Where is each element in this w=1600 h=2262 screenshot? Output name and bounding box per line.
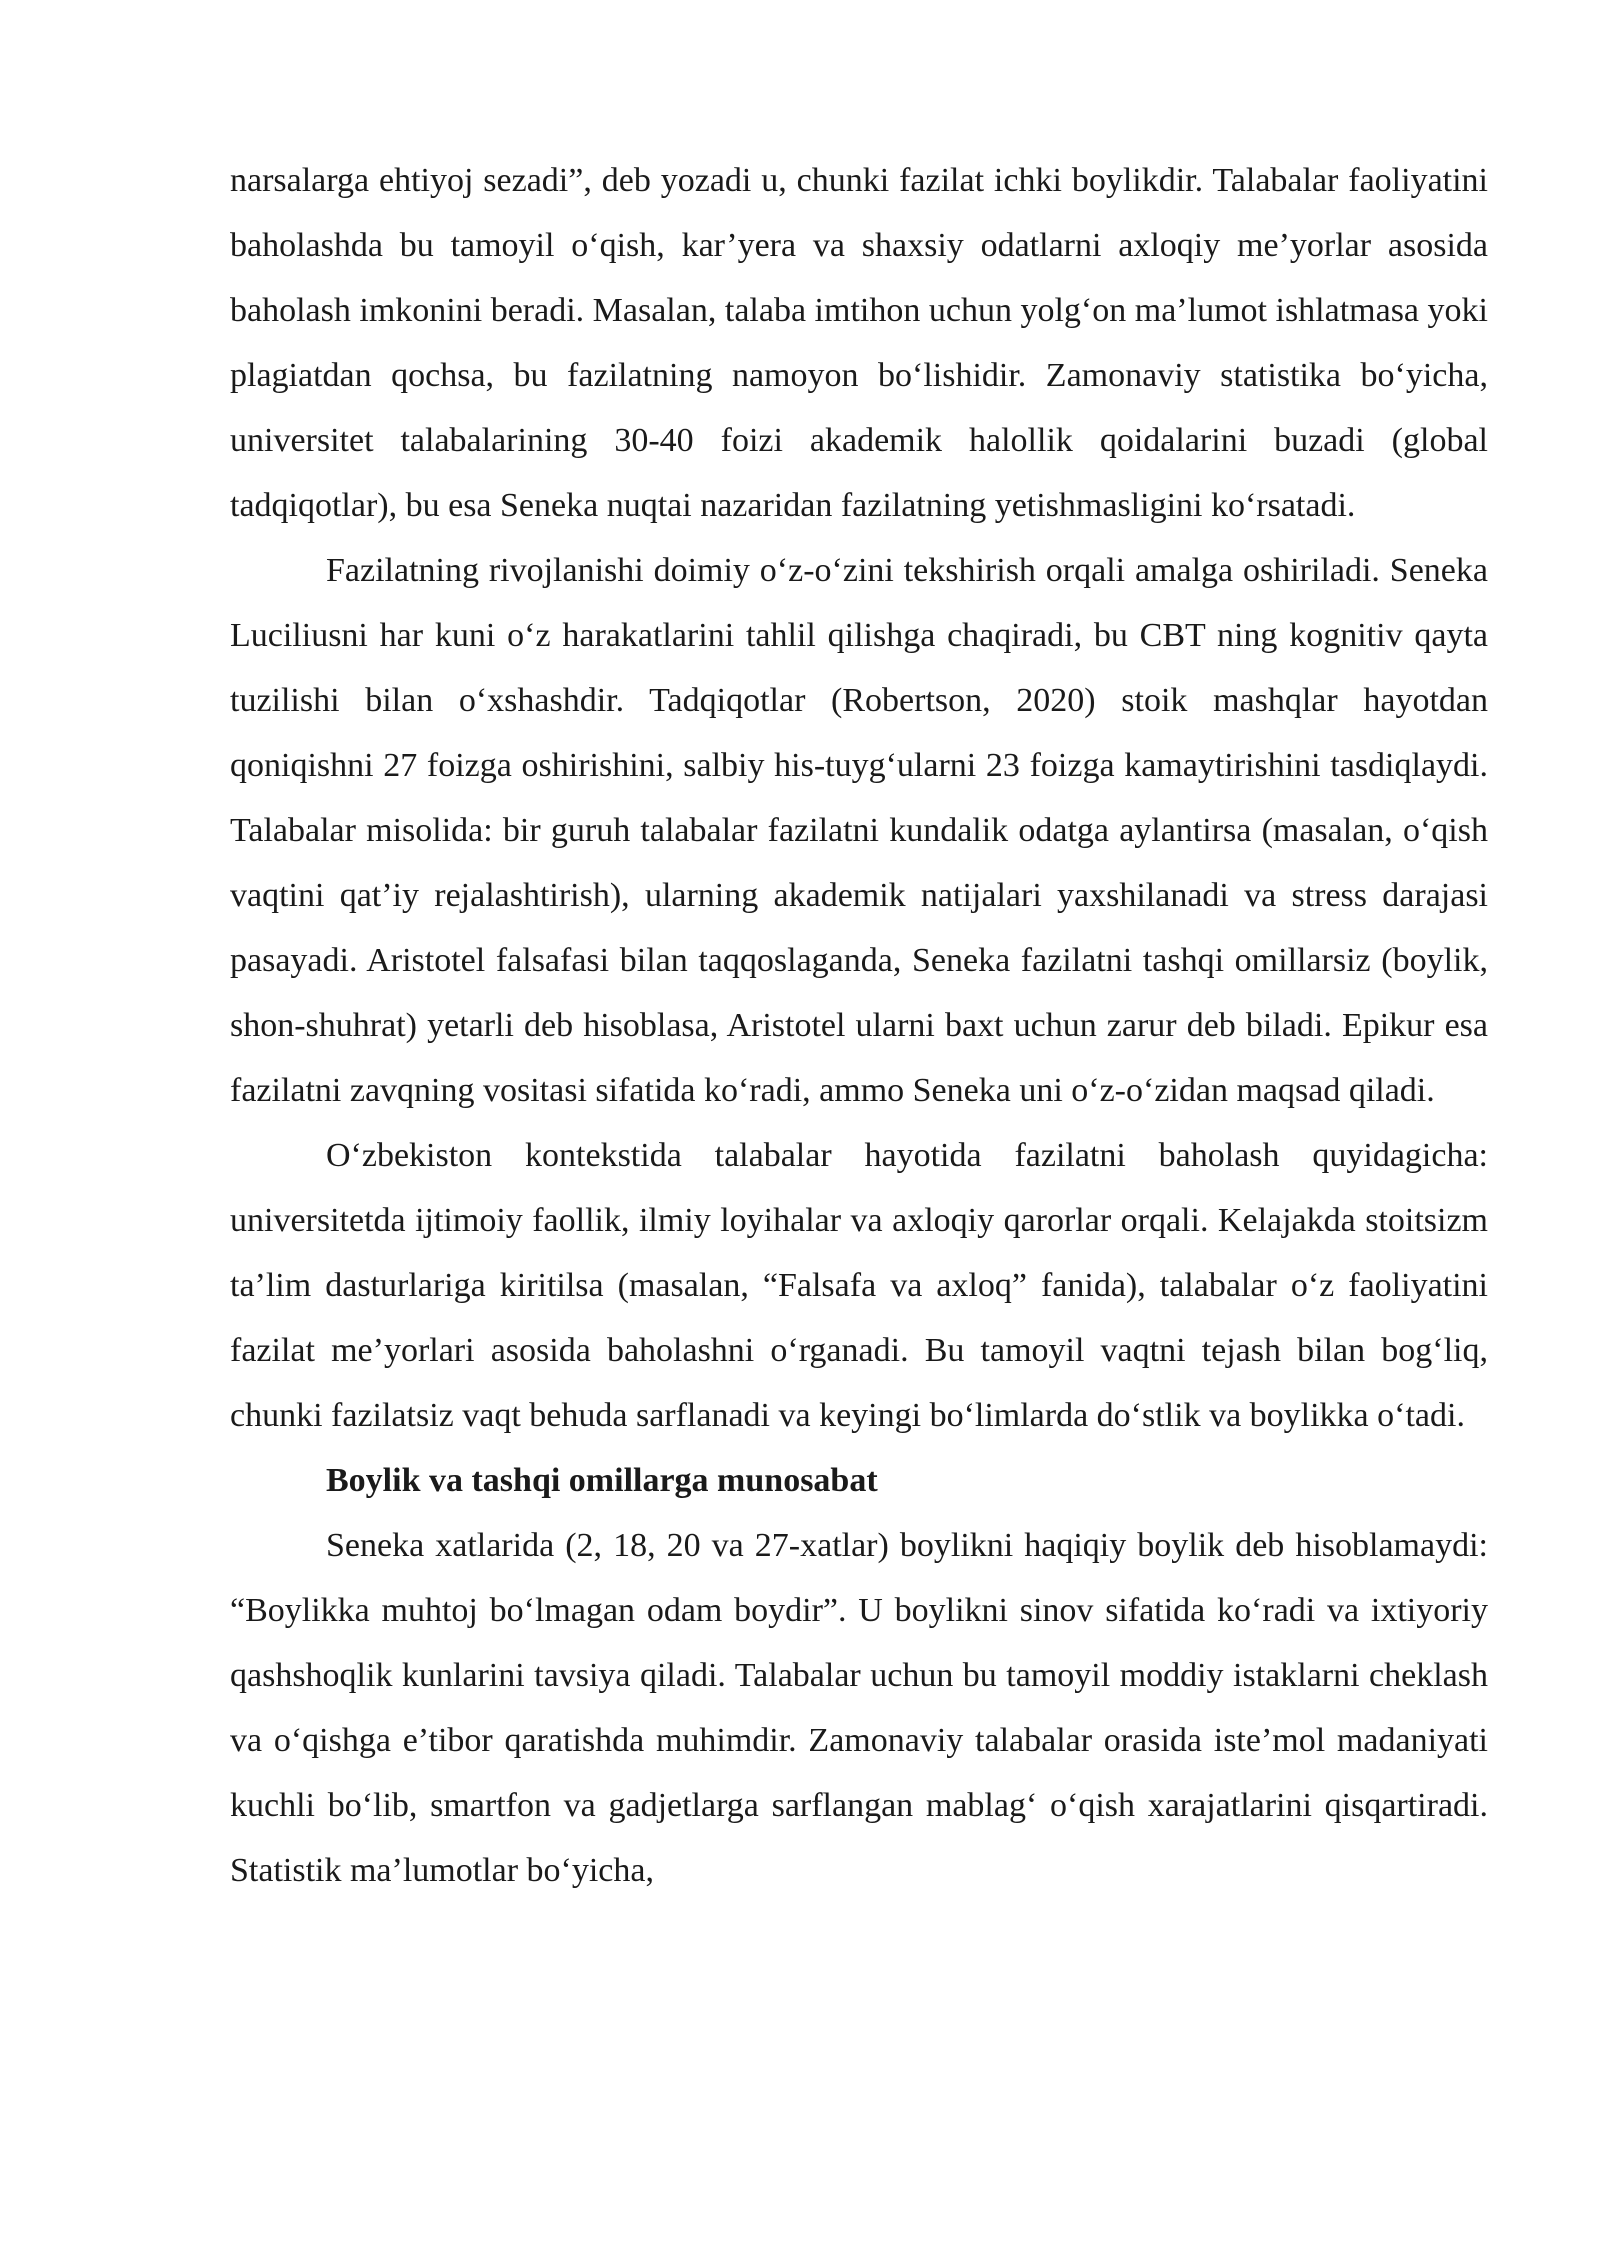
paragraph-virtue-development: Fazilatning rivojlanishi doimiy o‘z-o‘zini tekshirish orqali amalga oshiriladi. Seneka Luciliusni har kuni o‘z harakatlarini tahlil qilishga chaqiradi, bu CBT ning kognitiv qayta tuzilishi bilan o‘xshashdir. Tadqiqotlar (Robertson, 2020) stoik mashqlar hayotdan qoniqishni 27 foizga oshirishini, salbiy his-tuyg‘ularni 23 foizga kamaytirishini tasdiqlaydi. Talabalar misolida: bir guruh talabalar fazilatni kundalik odatga aylantirsa (masalan, o‘qish vaqtini qat’iy rejalashtirish), ularning akademik natijalari yaxshilanadi va stress darajasi pasayadi. Aristotel falsafasi bilan taqqoslaganda, Seneka fazilatni tashqi omillarsiz (boylik, shon-shuhrat) yetarli deb hisoblasa, Aristotel ularni baxt uchun zarur deb biladi. Epikur esa fazilatni zavqning vositasi sifatida ko‘radi, ammo Seneka uni o‘z-o‘zidan maqsad qiladi. — [230, 552, 1488, 1109]
page-body — [230, 148, 1488, 1903]
paragraph-wealth: Seneka xatlarida (2, 18, 20 va 27-xatlar) boylikni haqiqiy boylik deb hisoblamaydi: “Boylikka muhtoj bo‘lmagan odam boydir”. U boylikni sinov sifatida ko‘radi va ixtiyoriy qashshoqlik kunlarini tavsiya qiladi. Talabalar uchun bu tamoyil moddiy istaklarni cheklash va o‘qishga e’tibor qaratishda muhimdir. Zamonaviy talabalar orasida iste’mol madaniyati kuchli bo‘lib, smartfon va gadjetlarga sarflangan mablag‘ o‘qish xarajatlarini qisqartiradi. Statistik ma’lumotlar bo‘yicha, — [230, 1527, 1488, 1889]
paragraph-continued: narsalarga ehtiyoj sezadi”, deb yozadi u, chunki fazilat ichki boylikdir. Talabalar faoliyatini baholashda bu tamoyil o‘qish, kar’yera va shaxsiy odatlarni axloqiy me’yorlar asosida baholash imkonini beradi. Masalan, talaba imtihon uchun yolg‘on ma’lumot ishlatmasa yoki plagiatdan qochsa, bu fazilatning namoyon bo‘lishidir. Zamonaviy statistika bo‘yicha, universitet talabalarining 30-40 foizi akademik halollik qoidalarini buzadi (global tadqiqotlar), bu esa Seneka nuqtai nazaridan fazilatning yetishmasligini ko‘rsatadi. — [230, 162, 1488, 524]
section-heading: Boylik va tashqi omillarga munosabat — [326, 1462, 878, 1499]
paragraph-uzbekistan-context: O‘zbekiston kontekstida talabalar hayotida fazilatni baholash quyidagicha: universitetda ijtimoiy faollik, ilmiy loyihalar va axloqiy qarorlar orqali. Kelajakda stoitsizm ta’lim dasturlariga kiritilsa (masalan, “Falsafa va axloq” fanida), talabalar o‘z faoliyatini fazilat me’yorlari asosida baholashni o‘rganadi. Bu tamoyil vaqtni tejash bilan bog‘liq, chunki fazilatsiz vaqt behuda sarflanadi va keyingi bo‘limlarda do‘stlik va boylikka o‘tadi. — [230, 1137, 1488, 1434]
